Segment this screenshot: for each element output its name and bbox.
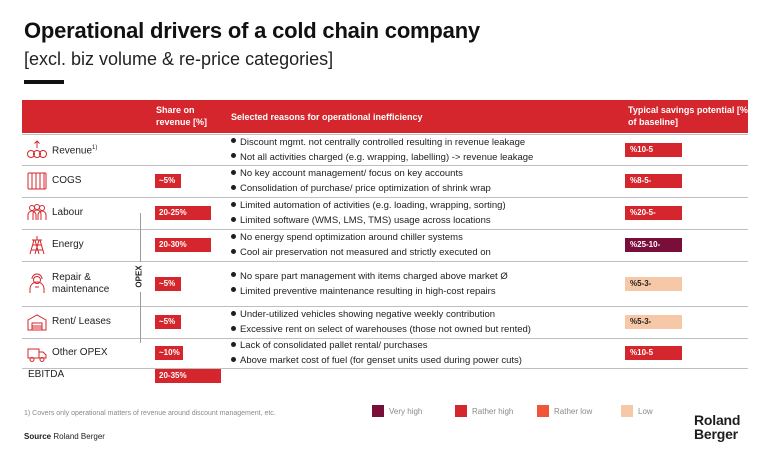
- row-divider: [22, 229, 748, 230]
- category-2: [26, 200, 83, 226]
- page-subtitle: [excl. biz volume & re-price categories]: [24, 49, 334, 69]
- company-logo: [694, 413, 740, 441]
- bullet-icon: [231, 138, 236, 143]
- legend-swatch: [621, 405, 633, 417]
- savings-badge: %10-5: [625, 346, 682, 360]
- category-footnote-mark: 1): [92, 144, 98, 151]
- savings-badge: %5-3-: [625, 315, 682, 329]
- reason-text: Consolidation of purchase/ price optimization of shrink wrap: [240, 183, 491, 194]
- row-divider: [22, 261, 748, 262]
- row-divider: [22, 134, 748, 135]
- savings-badge: %25-10-: [625, 238, 682, 252]
- source-text: Roland Berger: [53, 432, 105, 441]
- bullet-icon: [231, 202, 236, 207]
- bullet-icon: [231, 170, 236, 175]
- row-divider: [22, 368, 748, 369]
- reason-text: Cool air preservation not measured and strictly executed on: [240, 247, 491, 258]
- bullet-icon: [231, 272, 236, 277]
- legend-item: [372, 405, 422, 417]
- reason-item: [231, 215, 491, 227]
- category-3: [26, 232, 84, 258]
- opex-label-box: [134, 262, 148, 292]
- energy-icon: [26, 234, 48, 256]
- share-badge: 20-30%: [155, 238, 211, 252]
- category-label-text: Rent/ Leases: [52, 316, 111, 327]
- repair-icon: [26, 273, 48, 295]
- reason-item: [231, 152, 533, 164]
- row-divider: [22, 197, 748, 198]
- savings-badge: %10-5: [625, 143, 682, 157]
- reason-text: Limited software (WMS, LMS, TMS) usage across locations: [240, 215, 491, 226]
- reason-item: [231, 286, 496, 298]
- category-label: [52, 239, 84, 251]
- row-divider: [22, 165, 748, 166]
- legend-item: [455, 405, 513, 417]
- category-label-text: Labour: [52, 207, 84, 218]
- legend-label: Very high: [389, 406, 423, 416]
- truck-icon: [26, 342, 48, 364]
- category-label-text: Other OPEX: [52, 347, 108, 358]
- bullet-icon: [231, 249, 236, 254]
- bullet-icon: [231, 326, 236, 331]
- bullet-icon: [231, 357, 236, 362]
- labour-icon: [26, 202, 48, 224]
- reason-text: Limited preventive maintenance resulting in high-cost repairs: [240, 285, 496, 297]
- header-savings: Typical savings potential [% of baseline]: [628, 105, 748, 127]
- reason-item: [231, 309, 495, 321]
- bullet-icon: [231, 234, 236, 239]
- savings-badge: %5-3-: [625, 277, 682, 291]
- category-label-text: Revenue: [52, 145, 93, 157]
- row-divider: [22, 338, 748, 339]
- category-label: [52, 347, 108, 359]
- share-badge: ~5%: [155, 277, 181, 291]
- reason-item: [231, 355, 522, 367]
- bullet-icon: [231, 185, 236, 190]
- source-line: [24, 432, 105, 441]
- legend-item: [621, 405, 653, 417]
- reason-item: [231, 183, 491, 195]
- bullet-icon: [231, 217, 236, 222]
- category-label: [52, 142, 97, 157]
- reason-item: [231, 200, 506, 212]
- reason-text: No key account management/ focus on key accounts: [240, 168, 463, 179]
- reason-item: [231, 247, 491, 259]
- share-badge: ~5%: [155, 174, 181, 188]
- category-label: [52, 207, 83, 219]
- revenue-icon: [26, 139, 48, 161]
- share-badge: ~10%: [155, 346, 183, 360]
- reason-text: Above market cost of fuel (for genset units used during power cuts): [240, 355, 522, 366]
- category-ebitda: [26, 362, 64, 388]
- reason-text: No energy spend optimization around chiller systems: [240, 232, 463, 243]
- category-label-text: COGS: [52, 175, 82, 186]
- reason-text: Excessive rent on select of warehouses (those not owned but rented): [240, 324, 531, 335]
- opex-label: OPEX: [134, 265, 144, 288]
- warehouse-icon: [26, 311, 48, 333]
- savings-badge: %8-5-: [625, 174, 682, 188]
- reason-item: [231, 324, 531, 336]
- bullet-icon: [231, 311, 236, 316]
- category-label-text: Energy: [52, 239, 84, 250]
- legend-label: Low: [638, 406, 653, 416]
- reason-text: Under-utilized vehicles showing negative weekly contribution: [240, 309, 496, 320]
- share-badge-ebitda: 20-35%: [155, 369, 221, 383]
- legend-swatch: [455, 405, 467, 417]
- share-badge: 20-25%: [155, 206, 211, 220]
- legend-swatch: [372, 405, 384, 417]
- row-divider: [22, 306, 748, 307]
- bullet-icon: [231, 342, 236, 347]
- ebitda-label: EBITDA: [28, 369, 65, 380]
- reason-text: Not all activities charged (e.g. wrapping, labelling) -> revenue leakage: [240, 151, 534, 163]
- category-label-text: Repair & maintenance: [52, 271, 110, 295]
- reason-text: Limited automation of activities (e.g. loading, wrapping, sorting): [240, 200, 506, 211]
- footnote: 1) Covers only operational matters of revenue around discount management, etc.: [24, 410, 276, 417]
- share-badge: ~5%: [155, 315, 181, 329]
- legend-swatch: [537, 405, 549, 417]
- reason-item: [231, 137, 525, 149]
- reason-item: [231, 232, 463, 244]
- bullet-icon: [231, 287, 236, 292]
- title-underline: [24, 80, 64, 84]
- reason-text: No spare part management with items charged above market Ø: [240, 270, 508, 282]
- category-label: [52, 175, 81, 187]
- logo-line-2: Berger: [694, 426, 738, 442]
- legend-label: Rather high: [472, 406, 514, 416]
- reason-item: [231, 168, 463, 180]
- legend-item: [537, 405, 592, 417]
- category-label: [52, 272, 122, 296]
- reason-item: [231, 271, 508, 283]
- page-title: Operational drivers of a cold chain company: [24, 18, 480, 43]
- bullet-icon: [231, 153, 236, 158]
- reason-text: Lack of consolidated pallet rental/ purchases: [240, 340, 428, 351]
- category-4: [26, 271, 122, 297]
- savings-badge: %20-5-: [625, 206, 682, 220]
- reason-text: Discount mgmt. not centrally controlled resulting in revenue leakage: [240, 136, 526, 148]
- logo-line-1: Roland: [694, 412, 741, 428]
- source-prefix: Source: [24, 432, 52, 441]
- header-share: Share on revenue [%]: [156, 105, 208, 127]
- category-5: [26, 309, 111, 335]
- category-label: [52, 316, 111, 328]
- reason-item: [231, 340, 427, 352]
- category-0: [26, 137, 97, 163]
- category-1: [26, 168, 81, 194]
- header-reasons: Selected reasons for operational inefficiency: [231, 112, 423, 122]
- cogs-icon: [26, 170, 48, 192]
- legend-label: Rather low: [554, 406, 593, 416]
